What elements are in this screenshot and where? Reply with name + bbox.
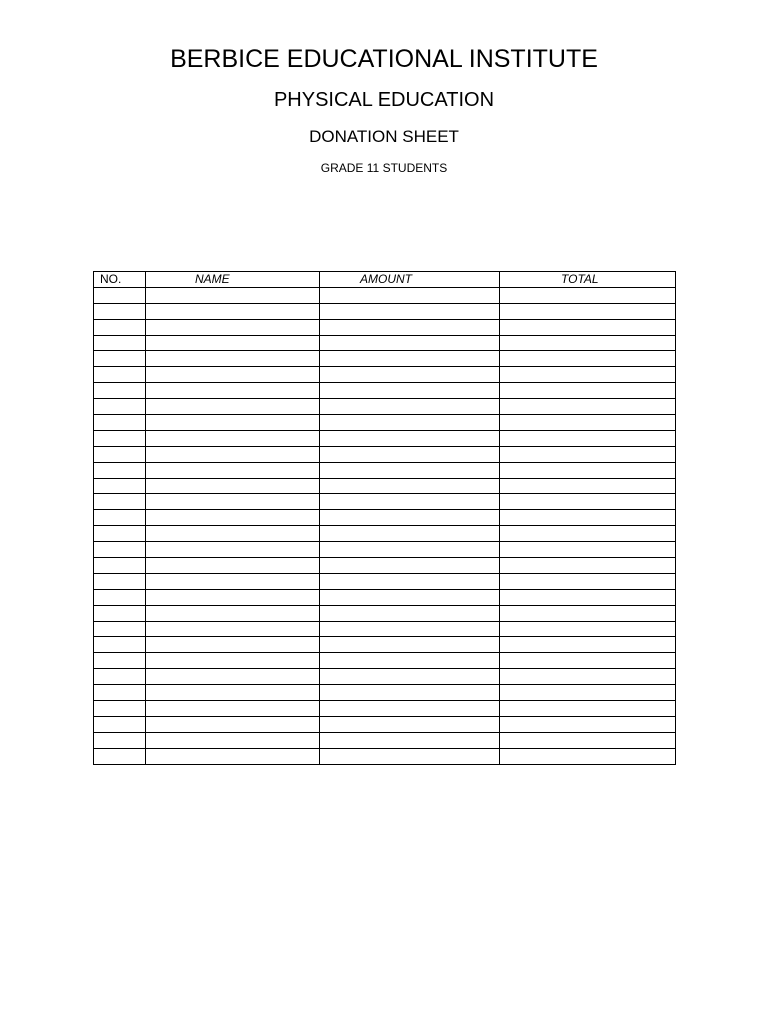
cell-total[interactable] xyxy=(500,637,676,653)
column-header-total: TOTAL xyxy=(500,272,676,288)
cell-no[interactable] xyxy=(94,558,146,574)
table-row xyxy=(94,669,676,685)
cell-name[interactable] xyxy=(146,669,320,685)
cell-no[interactable] xyxy=(94,669,146,685)
cell-no[interactable] xyxy=(94,287,146,303)
table-row xyxy=(94,383,676,399)
cell-no[interactable] xyxy=(94,637,146,653)
cell-amount[interactable] xyxy=(320,732,500,748)
cell-total[interactable] xyxy=(500,287,676,303)
cell-name[interactable] xyxy=(146,319,320,335)
cell-amount[interactable] xyxy=(320,526,500,542)
cell-no[interactable] xyxy=(94,621,146,637)
cell-amount[interactable] xyxy=(320,589,500,605)
grade-label: GRADE 11 STUDENTS xyxy=(320,161,448,175)
cell-amount[interactable] xyxy=(320,430,500,446)
cell-amount[interactable] xyxy=(320,573,500,589)
cell-amount[interactable] xyxy=(320,383,500,399)
cell-name[interactable] xyxy=(146,558,320,574)
cell-total[interactable] xyxy=(500,589,676,605)
cell-name[interactable] xyxy=(146,685,320,701)
cell-total[interactable] xyxy=(500,605,676,621)
cell-no[interactable] xyxy=(94,573,146,589)
cell-no[interactable] xyxy=(94,415,146,431)
table-row xyxy=(94,494,676,510)
cell-amount[interactable] xyxy=(320,367,500,383)
table-row xyxy=(94,589,676,605)
cell-total[interactable] xyxy=(500,685,676,701)
table-row xyxy=(94,303,676,319)
cell-name[interactable] xyxy=(146,430,320,446)
cell-name[interactable] xyxy=(146,335,320,351)
table-row xyxy=(94,462,676,478)
cell-no[interactable] xyxy=(94,430,146,446)
cell-name[interactable] xyxy=(146,478,320,494)
institute-title: BERBICE EDUCATIONAL INSTITUTE xyxy=(170,45,598,73)
cell-name[interactable] xyxy=(146,351,320,367)
cell-name[interactable] xyxy=(146,732,320,748)
table-row xyxy=(94,685,676,701)
cell-total[interactable] xyxy=(500,399,676,415)
cell-amount[interactable] xyxy=(320,351,500,367)
table-row xyxy=(94,319,676,335)
cell-no[interactable] xyxy=(94,446,146,462)
cell-no[interactable] xyxy=(94,716,146,732)
cell-no[interactable] xyxy=(94,701,146,717)
cell-amount[interactable] xyxy=(320,303,500,319)
cell-total[interactable] xyxy=(500,573,676,589)
donation-table xyxy=(93,271,676,765)
cell-name[interactable] xyxy=(146,605,320,621)
cell-amount[interactable] xyxy=(320,287,500,303)
cell-amount[interactable] xyxy=(320,446,500,462)
table-row xyxy=(94,478,676,494)
cell-name[interactable] xyxy=(146,701,320,717)
cell-amount[interactable] xyxy=(320,653,500,669)
table-row xyxy=(94,573,676,589)
cell-total[interactable] xyxy=(500,542,676,558)
cell-no[interactable] xyxy=(94,526,146,542)
cell-total[interactable] xyxy=(500,462,676,478)
table-row xyxy=(94,367,676,383)
table-header-row xyxy=(94,272,676,288)
table-row xyxy=(94,510,676,526)
cell-no[interactable] xyxy=(94,462,146,478)
cell-name[interactable] xyxy=(146,526,320,542)
cell-total[interactable] xyxy=(500,351,676,367)
table-row xyxy=(94,701,676,717)
cell-amount[interactable] xyxy=(320,637,500,653)
cell-amount[interactable] xyxy=(320,748,500,764)
cell-name[interactable] xyxy=(146,653,320,669)
table-body xyxy=(94,287,676,764)
table-row xyxy=(94,637,676,653)
table-row xyxy=(94,542,676,558)
table-row xyxy=(94,399,676,415)
cell-total[interactable] xyxy=(500,510,676,526)
cell-name[interactable] xyxy=(146,621,320,637)
cell-name[interactable] xyxy=(146,494,320,510)
sheet-title: DONATION SHEET xyxy=(309,127,459,146)
cell-no[interactable] xyxy=(94,685,146,701)
cell-total[interactable] xyxy=(500,335,676,351)
cell-total[interactable] xyxy=(500,478,676,494)
cell-name[interactable] xyxy=(146,716,320,732)
cell-total[interactable] xyxy=(500,430,676,446)
cell-no[interactable] xyxy=(94,351,146,367)
cell-no[interactable] xyxy=(94,478,146,494)
table-row xyxy=(94,558,676,574)
cell-no[interactable] xyxy=(94,510,146,526)
table-row xyxy=(94,621,676,637)
cell-name[interactable] xyxy=(146,399,320,415)
cell-total[interactable] xyxy=(500,446,676,462)
cell-name[interactable] xyxy=(146,446,320,462)
cell-amount[interactable] xyxy=(320,494,500,510)
cell-total[interactable] xyxy=(500,383,676,399)
cell-amount[interactable] xyxy=(320,621,500,637)
cell-name[interactable] xyxy=(146,748,320,764)
cell-total[interactable] xyxy=(500,669,676,685)
cell-amount[interactable] xyxy=(320,716,500,732)
cell-name[interactable] xyxy=(146,415,320,431)
cell-amount[interactable] xyxy=(320,542,500,558)
table-row xyxy=(94,716,676,732)
cell-no[interactable] xyxy=(94,399,146,415)
column-header-amount: AMOUNT xyxy=(320,272,500,288)
cell-no[interactable] xyxy=(94,335,146,351)
cell-amount[interactable] xyxy=(320,510,500,526)
cell-total[interactable] xyxy=(500,701,676,717)
cell-name[interactable] xyxy=(146,637,320,653)
table-row xyxy=(94,605,676,621)
cell-amount[interactable] xyxy=(320,685,500,701)
cell-total[interactable] xyxy=(500,621,676,637)
table-row xyxy=(94,415,676,431)
cell-amount[interactable] xyxy=(320,669,500,685)
table-row xyxy=(94,748,676,764)
cell-no[interactable] xyxy=(94,367,146,383)
cell-amount[interactable] xyxy=(320,605,500,621)
cell-no[interactable] xyxy=(94,605,146,621)
cell-no[interactable] xyxy=(94,494,146,510)
cell-no[interactable] xyxy=(94,542,146,558)
cell-amount[interactable] xyxy=(320,478,500,494)
cell-name[interactable] xyxy=(146,573,320,589)
cell-total[interactable] xyxy=(500,653,676,669)
cell-name[interactable] xyxy=(146,542,320,558)
table-row xyxy=(94,446,676,462)
cell-amount[interactable] xyxy=(320,399,500,415)
table-row xyxy=(94,732,676,748)
cell-amount[interactable] xyxy=(320,335,500,351)
cell-name[interactable] xyxy=(146,287,320,303)
cell-total[interactable] xyxy=(500,303,676,319)
cell-no[interactable] xyxy=(94,732,146,748)
cell-total[interactable] xyxy=(500,494,676,510)
cell-name[interactable] xyxy=(146,589,320,605)
cell-no[interactable] xyxy=(94,303,146,319)
table-row xyxy=(94,653,676,669)
table-row xyxy=(94,287,676,303)
cell-name[interactable] xyxy=(146,303,320,319)
cell-no[interactable] xyxy=(94,748,146,764)
cell-total[interactable] xyxy=(500,415,676,431)
column-header-name: NAME xyxy=(146,272,320,288)
cell-name[interactable] xyxy=(146,510,320,526)
cell-amount[interactable] xyxy=(320,462,500,478)
cell-total[interactable] xyxy=(500,732,676,748)
column-header-no: NO. xyxy=(94,272,146,288)
cell-name[interactable] xyxy=(146,383,320,399)
cell-total[interactable] xyxy=(500,748,676,764)
cell-total[interactable] xyxy=(500,526,676,542)
cell-amount[interactable] xyxy=(320,701,500,717)
cell-amount[interactable] xyxy=(320,558,500,574)
table-row xyxy=(94,430,676,446)
cell-total[interactable] xyxy=(500,558,676,574)
cell-amount[interactable] xyxy=(320,319,500,335)
cell-no[interactable] xyxy=(94,383,146,399)
cell-total[interactable] xyxy=(500,319,676,335)
cell-no[interactable] xyxy=(94,589,146,605)
cell-amount[interactable] xyxy=(320,415,500,431)
table-row xyxy=(94,351,676,367)
cell-name[interactable] xyxy=(146,462,320,478)
cell-no[interactable] xyxy=(94,319,146,335)
cell-total[interactable] xyxy=(500,367,676,383)
cell-total[interactable] xyxy=(500,716,676,732)
table-row xyxy=(94,335,676,351)
cell-no[interactable] xyxy=(94,653,146,669)
cell-name[interactable] xyxy=(146,367,320,383)
subject-title: PHYSICAL EDUCATION xyxy=(273,89,495,111)
table-row xyxy=(94,526,676,542)
